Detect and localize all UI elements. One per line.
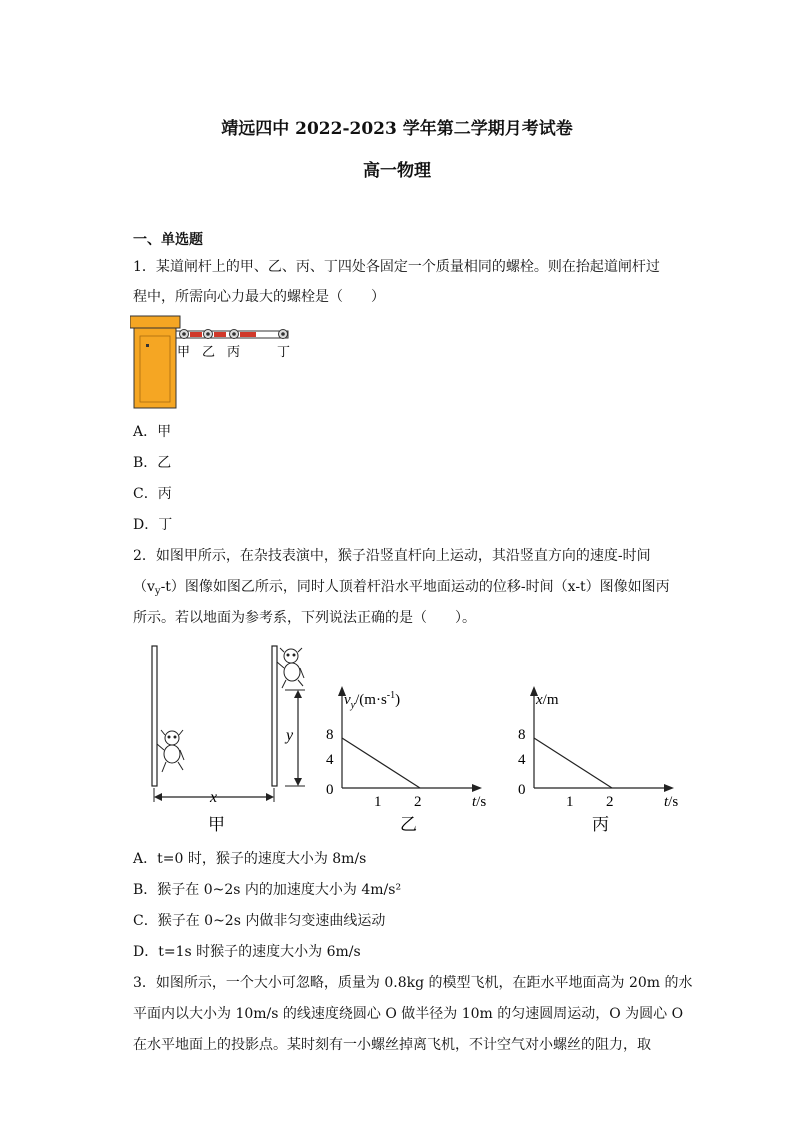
q3-line2: 平面内以大小为 10m/s 的线速度绕圆心 O 做半径为 10m 的匀速圆周运动，O 为圆心 O xyxy=(133,1006,684,1022)
q1-line1: 1．某道闸杆上的甲、乙、丙、丁四处各固定一个质量相同的螺栓。则在抬起道闸杆过 xyxy=(133,259,660,275)
q2-line3: 所示。若以地面为参考系，下列说法正确的是（ ）。 xyxy=(133,610,476,626)
yi-ytick-8: 8 xyxy=(326,727,334,743)
label-ding: 丁 xyxy=(277,344,291,359)
exam-title: 靖远四中 2022-2023 学年第二学期月考试卷 xyxy=(221,119,573,139)
arm-stripe-2 xyxy=(214,332,226,337)
arm-stripe-3 xyxy=(240,332,256,337)
q2-option-b: B．猴子在 0~2s 内的加速度大小为 4m/s² xyxy=(133,882,402,898)
chart-bing xyxy=(494,684,694,834)
bing-ytick-0: 0 xyxy=(518,782,526,798)
caption-yi: 乙 xyxy=(400,815,417,834)
section-heading: 一、单选题 xyxy=(133,232,203,248)
q2-line1: 2．如图甲所示，在杂技表演中，猴子沿竖直杆向上运动，其沿竖直方向的速度-时间 xyxy=(133,548,651,564)
figure-jia xyxy=(140,640,320,840)
q2-option-d: D．t=1s 时猴子的速度大小为 6m/s xyxy=(133,944,361,960)
q1-option-d: D．丁 xyxy=(133,517,173,533)
q1-option-b: B．乙 xyxy=(133,455,172,471)
label-bing: 丙 xyxy=(227,344,241,359)
label-yi: 乙 xyxy=(202,344,216,359)
bing-ytick-8: 8 xyxy=(518,727,526,743)
yi-ytick-0: 0 xyxy=(326,782,334,798)
bing-ytick-4: 4 xyxy=(518,752,526,768)
label-jia: 甲 xyxy=(177,344,191,359)
yi-ylabel: $v_y/(m\cdot s^{-1})$ xyxy=(344,690,401,711)
chart-yi xyxy=(318,684,498,834)
barrier-gate-figure xyxy=(130,312,300,412)
bing-xtick-2: 2 xyxy=(606,794,614,810)
q1-option-c: C．丙 xyxy=(133,486,172,502)
bing-xtick-1: 1 xyxy=(566,794,574,810)
q2-option-c: C．猴子在 0~2s 内做非匀变速曲线运动 xyxy=(133,913,386,929)
exam-subtitle: 高一物理 xyxy=(363,161,431,181)
q3-line3: 在水平地面上的投影点。某时刻有一小螺丝掉离飞机，不计空气对小螺丝的阻力，取 xyxy=(133,1037,651,1053)
yi-x-axis-arrow xyxy=(472,784,482,792)
yi-xtick-2: 2 xyxy=(414,794,422,810)
q3-line1: 3．如图所示，一个大小可忽略，质量为 0.8kg 的模型飞机，在距水平地面高为 20m 的水 xyxy=(133,975,693,991)
q1-option-a: A．甲 xyxy=(133,424,172,440)
caption-jia: 甲 xyxy=(208,815,225,834)
monkey-left-icon xyxy=(157,730,184,772)
bing-xlabel: t/s xyxy=(664,794,679,810)
bing-x-axis-arrow xyxy=(664,784,674,792)
bing-ylabel: x/m xyxy=(536,692,559,708)
yi-ytick-4: 4 xyxy=(326,752,334,768)
q1-line2: 程中，所需向心力最大的螺栓是（ ） xyxy=(133,289,385,305)
pole-left xyxy=(152,646,157,786)
yi-xtick-1: 1 xyxy=(374,794,382,810)
yi-series-line xyxy=(342,738,420,788)
gate-lock xyxy=(146,344,149,347)
q2-line2: $(v_y-t)$图像如图乙所示，同时人顶着杆沿水平地面运动的位移-时间（x-t）图像如图丙 xyxy=(133,579,670,597)
yi-xlabel: t/s xyxy=(472,794,487,810)
monkey-right-icon xyxy=(277,648,304,688)
gate-post-cap xyxy=(130,316,180,328)
x-label: x xyxy=(210,789,218,806)
arm-stripe-1 xyxy=(190,332,202,337)
bing-series-line xyxy=(534,738,612,788)
pole-right xyxy=(272,646,277,786)
y-label: y xyxy=(286,727,294,744)
q2-option-a: A．t=0 时，猴子的速度大小为 8m/s xyxy=(133,851,367,867)
caption-bing: 丙 xyxy=(592,815,609,834)
